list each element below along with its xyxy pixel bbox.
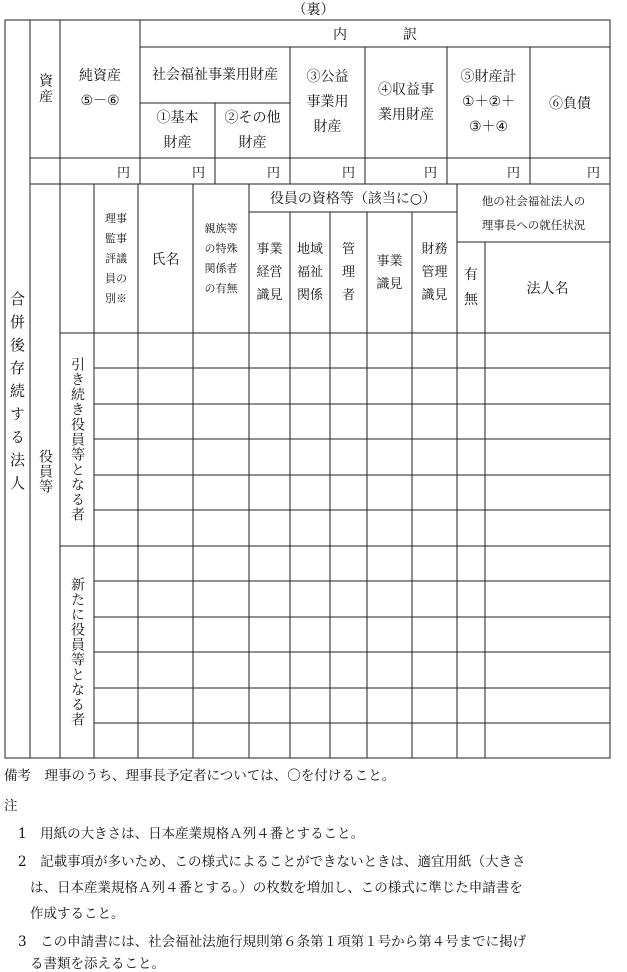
qual-business-line2: 経営 <box>256 265 283 280</box>
qual-regional-header <box>290 212 330 333</box>
page-side-label: （裏） <box>292 2 335 18</box>
other-corp-header <box>457 184 610 242</box>
other-corp-line2: 理事長への就任状況 <box>481 218 586 232</box>
role-type-header <box>94 184 138 333</box>
net-assets-line2: ⑤－⑥ <box>80 93 120 109</box>
total-assets-line1: ⑤財産計 <box>460 69 517 85</box>
corp-name-header: 法人名 <box>526 280 569 297</box>
total-assets-header <box>447 47 530 158</box>
relatives-line1: 親族等 <box>204 221 238 235</box>
unit-other-assets: 円 <box>267 166 281 181</box>
net-assets-line1: 純資産 <box>79 68 121 84</box>
qual-manager-header <box>330 212 367 333</box>
qual-business-line1: 事業 <box>256 242 283 257</box>
other-assets-header <box>215 103 290 158</box>
note-item-2-cont2: 作成すること。 <box>30 906 125 922</box>
note-item-3: 3 この申請書には、社会福祉法施行規則第６条第１項第１号から第４号までに掲げ <box>18 934 527 950</box>
public-interest-header <box>290 47 365 158</box>
continuing-group-label: 引き続き役員等となる者 <box>69 357 85 522</box>
qual-manager-line2: 理 <box>341 265 355 280</box>
qual-finance-line1: 財務 <box>421 242 448 257</box>
public-interest-line1: ③公益 <box>306 69 349 85</box>
relatives-line3: 関係者 <box>204 261 238 275</box>
qual-manager-line1: 管 <box>341 242 355 257</box>
net-assets-header <box>60 20 140 158</box>
qual-finance-line3: 識見 <box>421 288 448 303</box>
unit-profit-business: 円 <box>424 166 438 181</box>
profit-business-line2: 業用財産 <box>378 106 434 123</box>
qualification-header: 役員の資格等（該当に○） <box>269 191 437 207</box>
profit-business-line1: ④収益事 <box>378 81 434 98</box>
basic-assets-line1: ①基本 <box>156 109 199 126</box>
unit-liabilities: 円 <box>587 166 601 181</box>
unit-net-assets: 円 <box>117 166 131 181</box>
qual-finance-line2: 管理 <box>421 265 448 280</box>
basic-assets-header <box>140 103 215 158</box>
qual-regional-line3: 関係 <box>296 288 323 303</box>
other-assets-line1: ②その他 <box>224 109 281 126</box>
profit-business-header <box>365 47 447 158</box>
note-item-2-cont1: は、日本産業規格Ａ列４番とする。）の枚数を増加し、この様式に準じた申請書を <box>30 880 523 896</box>
qual-business-header <box>249 212 290 333</box>
qual-expertise-line1: 事業 <box>376 253 403 269</box>
note-item-3-cont: る書類を添えること。 <box>30 956 165 972</box>
public-interest-line3: 財産 <box>313 119 342 135</box>
role-type-line4: 員の <box>105 271 127 285</box>
note-item-1: 1 用紙の大きさは、日本産業規格Ａ列４番とすること。 <box>18 826 365 842</box>
qual-business-line3: 識見 <box>256 288 283 303</box>
role-type-line1: 理事 <box>105 211 127 225</box>
name-header: 氏名 <box>151 251 180 268</box>
has-position-line1: 有 <box>464 266 478 283</box>
basic-assets-line2: 財産 <box>163 134 192 151</box>
other-corp-line1: 他の社会福祉法人の <box>481 194 586 208</box>
unit-basic-assets: 円 <box>192 166 206 181</box>
assets-label: 資産 <box>37 73 53 105</box>
total-assets-line3: ③＋④ <box>468 119 509 135</box>
qual-regional-line2: 福祉 <box>296 265 323 280</box>
role-type-line3: 評議 <box>105 251 127 265</box>
qual-manager-line3: 者 <box>341 288 355 303</box>
new-group-label: 新たに役員等となる者 <box>69 577 85 727</box>
officers-label: 役員等 <box>37 448 53 494</box>
note-item-2: 2 記載事項が多いため、この様式によることができないときは、適宜用紙（大きさ <box>18 854 526 870</box>
breakdown-label: 内 訳 <box>333 26 417 43</box>
remark-text: 備考 理事のうち、理事長予定者については、〇を付けること。 <box>4 768 396 784</box>
unit-public-interest: 円 <box>342 166 356 181</box>
other-assets-line2: 財産 <box>238 134 267 151</box>
qual-expertise-header <box>367 212 412 333</box>
welfare-assets-header: 社会福祉事業用財産 <box>152 67 278 83</box>
has-position-header <box>457 242 485 333</box>
relatives-line2: の特殊 <box>204 241 238 255</box>
has-position-line2: 無 <box>464 291 478 308</box>
relatives-header <box>193 184 249 333</box>
qual-finance-header <box>412 212 457 333</box>
total-assets-line2: ①＋②＋ <box>461 94 516 110</box>
role-type-line2: 監事 <box>105 231 127 245</box>
qual-expertise-line2: 識見 <box>376 276 403 292</box>
role-type-line5: 別※ <box>105 291 127 305</box>
liabilities-header: ⑥負債 <box>549 95 591 112</box>
merged-entity-label: 合併後存続する法人 <box>8 290 26 498</box>
unit-total-assets: 円 <box>507 166 521 181</box>
relatives-line4: の有無 <box>204 281 238 295</box>
qual-regional-line1: 地域 <box>296 242 323 257</box>
public-interest-line2: 事業用 <box>306 94 349 110</box>
notes-heading: 注 <box>4 798 18 814</box>
